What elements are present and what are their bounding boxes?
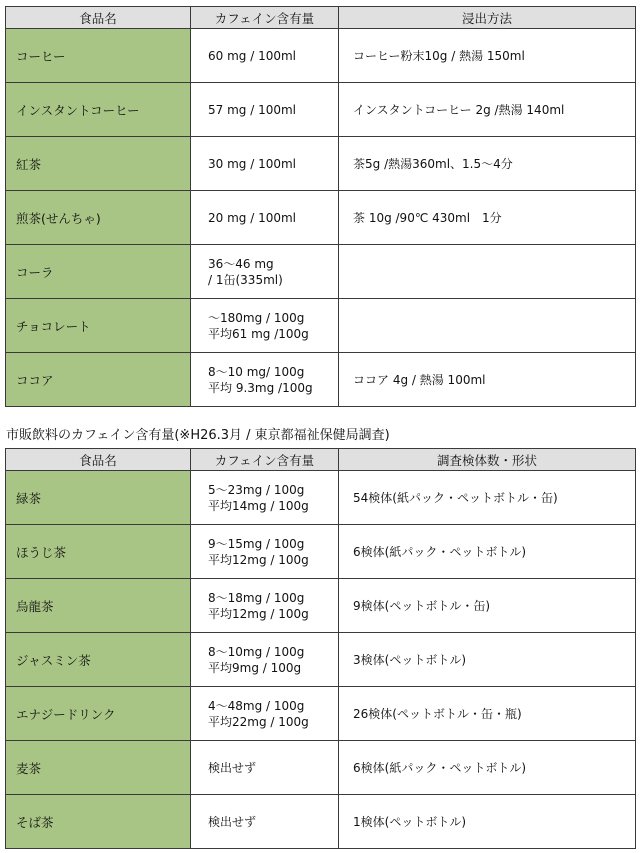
amount-line: 8～10 mg/ 100g xyxy=(208,364,305,379)
table-header-row xyxy=(6,449,636,471)
header-food-name: 食品名 xyxy=(6,449,191,471)
commercial-drinks-caption: 市販飲料のカフェイン含有量(※H26.3月 / 東京都福祉保健局調査) xyxy=(6,428,390,443)
sample-count-cell: 3検体(ペットボトル) xyxy=(339,633,636,687)
caffeine-amount-cell xyxy=(191,687,339,741)
amount-line: 4～48mg / 100g xyxy=(208,698,305,713)
food-name-cell: ジャスミン茶 xyxy=(6,633,191,687)
amount-line: 36～46 mg xyxy=(208,256,274,271)
food-name-cell: 烏龍茶 xyxy=(6,579,191,633)
food-name-cell: チョコレート xyxy=(6,299,191,353)
caffeine-amount-cell xyxy=(191,795,339,849)
amount-line: 平均22mg / 100g xyxy=(208,714,309,729)
amount-line: / 1缶(335ml) xyxy=(208,272,283,287)
amount-line: 平均14mg / 100g xyxy=(208,498,309,513)
caffeine-amount-cell xyxy=(191,83,339,137)
caffeine-amount-cell xyxy=(191,741,339,795)
sample-count-cell: 6検体(紙パック・ペットボトル) xyxy=(339,741,636,795)
table-row xyxy=(6,191,636,245)
header-sample-count: 調査検体数・形状 xyxy=(339,449,636,471)
food-name-cell: インスタントコーヒー xyxy=(6,83,191,137)
caffeine-table-general xyxy=(5,6,636,407)
table-row xyxy=(6,83,636,137)
amount-line: 20 mg / 100ml xyxy=(208,210,296,225)
table-row xyxy=(6,687,636,741)
brew-method-cell: 茶 10g /90℃ 430ml 1分 xyxy=(339,191,636,245)
food-name-cell: 麦茶 xyxy=(6,741,191,795)
amount-line: 30 mg / 100ml xyxy=(208,156,296,171)
caffeine-amount-cell xyxy=(191,29,339,83)
sample-count-cell: 1検体(ペットボトル) xyxy=(339,795,636,849)
sample-count-cell: 6検体(紙パック・ペットボトル) xyxy=(339,525,636,579)
brew-method-cell: ココア 4g / 熱湯 100ml xyxy=(339,353,636,407)
caffeine-amount-cell xyxy=(191,353,339,407)
food-name-cell: ココア xyxy=(6,353,191,407)
amount-line: 57 mg / 100ml xyxy=(208,102,296,117)
brew-method-cell: コーヒー粉末10g / 熱湯 150ml xyxy=(339,29,636,83)
amount-line: 8～10mg / 100g xyxy=(208,644,305,659)
brew-method-cell xyxy=(339,245,636,299)
caffeine-table-commercial xyxy=(5,448,636,849)
amount-line: 5～23mg / 100g xyxy=(208,482,305,497)
amount-line: 平均12mg / 100g xyxy=(208,552,309,567)
caffeine-amount-cell xyxy=(191,471,339,525)
caffeine-amount-cell xyxy=(191,191,339,245)
food-name-cell: コーヒー xyxy=(6,29,191,83)
sample-count-cell: 9検体(ペットボトル・缶) xyxy=(339,579,636,633)
table-row xyxy=(6,471,636,525)
caffeine-amount-cell xyxy=(191,633,339,687)
amount-line: 平均 9.3mg /100g xyxy=(208,380,313,395)
amount-line: 60 mg / 100ml xyxy=(208,48,296,63)
caffeine-amount-cell xyxy=(191,299,339,353)
header-brew-method: 浸出方法 xyxy=(339,7,636,29)
table-row xyxy=(6,245,636,299)
brew-method-cell: 茶5g /熱湯360ml、1.5～4分 xyxy=(339,137,636,191)
amount-line: 平均9mg / 100g xyxy=(208,660,302,675)
table-row xyxy=(6,137,636,191)
header-caffeine-amount: カフェイン含有量 xyxy=(191,7,339,29)
caffeine-amount-cell xyxy=(191,137,339,191)
sample-count-cell: 54検体(紙パック・ペットボトル・缶) xyxy=(339,471,636,525)
food-name-cell: 紅茶 xyxy=(6,137,191,191)
amount-line: 8～18mg / 100g xyxy=(208,590,305,605)
table-row xyxy=(6,299,636,353)
table-row xyxy=(6,795,636,849)
amount-line: 平均12mg / 100g xyxy=(208,606,309,621)
table-header-row xyxy=(6,7,636,29)
brew-method-cell: インスタントコーヒー 2g /熱湯 140ml xyxy=(339,83,636,137)
table-row xyxy=(6,29,636,83)
header-food-name: 食品名 xyxy=(6,7,191,29)
food-name-cell: 緑茶 xyxy=(6,471,191,525)
amount-line: 平均61 mg /100g xyxy=(208,326,309,341)
food-name-cell: ほうじ茶 xyxy=(6,525,191,579)
food-name-cell: コーラ xyxy=(6,245,191,299)
amount-line: 検出せず xyxy=(208,760,257,775)
table-row xyxy=(6,633,636,687)
food-name-cell: そば茶 xyxy=(6,795,191,849)
caffeine-amount-cell xyxy=(191,245,339,299)
caffeine-amount-cell xyxy=(191,579,339,633)
caffeine-amount-cell xyxy=(191,525,339,579)
table-row xyxy=(6,741,636,795)
food-name-cell: エナジードリンク xyxy=(6,687,191,741)
amount-line: 9～15mg / 100g xyxy=(208,536,305,551)
table-row xyxy=(6,353,636,407)
sample-count-cell: 26検体(ペットボトル・缶・瓶) xyxy=(339,687,636,741)
amount-line: 検出せず xyxy=(208,814,257,829)
food-name-cell: 煎茶(せんちゃ) xyxy=(6,191,191,245)
header-caffeine-amount: カフェイン含有量 xyxy=(191,449,339,471)
table-row xyxy=(6,579,636,633)
table-row xyxy=(6,525,636,579)
brew-method-cell xyxy=(339,299,636,353)
amount-line: ～180mg / 100g xyxy=(208,310,305,325)
